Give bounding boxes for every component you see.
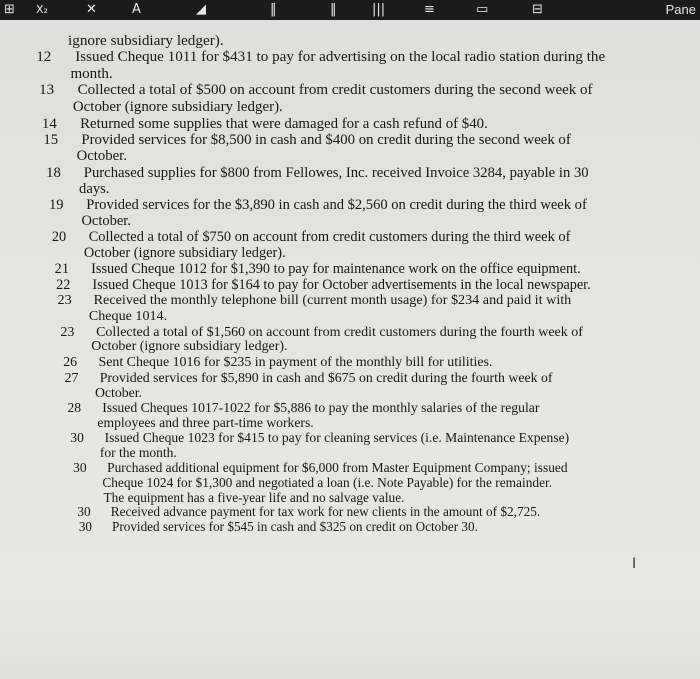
text-cursor-icon: I [632, 556, 637, 572]
font-color-icon[interactable]: A [132, 2, 141, 17]
entry-text: Issued Cheque 1012 for $1,390 to pay for maintenance work on the office equipment. [91, 261, 581, 277]
entry-date: 30 [73, 460, 87, 476]
entry-text: Sent Cheque 1016 for $235 in payment of the monthly bill for utilities. [98, 354, 493, 370]
entry-row [0, 460, 700, 476]
format-icon[interactable]: ⊞ [4, 2, 15, 17]
entry-row [0, 66, 700, 82]
entry-text: for the month. [99, 445, 177, 461]
entry-date: 23 [60, 323, 75, 340]
entry-row [0, 181, 700, 197]
entry-text: Provided services for $545 in cash and $325 on credit on October 30. [112, 518, 478, 534]
entry-text: Provided services for the $3,890 in cash and $2,560 on credit during the third week of [86, 197, 587, 214]
entry-row [0, 82, 700, 98]
align-center-icon[interactable]: ‖ [270, 2, 277, 17]
entry-date: 30 [78, 518, 92, 534]
entry-text: Provided services for $8,500 in cash and $400 on credit during the second week of [81, 132, 571, 148]
entry-text: October. [76, 148, 127, 165]
strikethrough-icon[interactable]: ✕ [86, 2, 97, 17]
entry-text: Cheque 1014. [88, 308, 168, 325]
document-page [0, 20, 700, 679]
entry-text: The equipment has a five-year life and no salvage value. [103, 489, 405, 505]
entry-row [0, 261, 700, 277]
entry-date: 13 [39, 82, 55, 99]
entry-row [0, 99, 700, 115]
entry-date: 22 [56, 276, 71, 293]
entry-date: 21 [54, 261, 69, 277]
entry-text: Issued Cheque 1011 for $431 to pay for advertising on the local radio station during the [75, 48, 606, 65]
entry-row [0, 324, 700, 340]
justify-icon[interactable]: ||| [372, 2, 386, 17]
entry-date: 26 [63, 354, 78, 370]
entry-text: Returned some supplies that were damaged for a cash refund of $40. [80, 115, 488, 132]
entry-row [0, 229, 700, 245]
entry-text: employees and three part-time workers. [97, 415, 314, 431]
entry-row [0, 519, 700, 535]
table-icon[interactable]: ⊟ [532, 2, 543, 17]
entry-text: Collected a total of $750 on account from credit customers during the third week of [88, 229, 571, 246]
entry-row [0, 490, 700, 506]
entry-text: Received advance payment for tax work for new clients in the amount of $2,725. [110, 504, 541, 520]
entry-row [0, 49, 700, 65]
entry-date: 18 [46, 164, 61, 181]
entry-row [0, 430, 700, 446]
entry-row [0, 116, 700, 132]
entry-date: 12 [36, 48, 52, 65]
entry-row [0, 292, 700, 308]
align-right-icon[interactable]: ‖ [330, 2, 337, 17]
entry-text: Purchased supplies for $800 from Fellowes, Inc. received Invoice 3284, payable in 30 [83, 164, 589, 181]
entry-row [0, 245, 700, 261]
entry-row [0, 355, 700, 371]
entry-date: 27 [64, 369, 79, 385]
entry-date: 23 [57, 292, 72, 309]
entry-text: month. [70, 65, 113, 82]
entry-text: Collected a total of $500 on account from credit customers during the second week of [77, 82, 593, 99]
entry-row [0, 308, 700, 324]
entry-text: October (ignore subsidiary ledger). [72, 98, 283, 115]
entry-row [0, 165, 700, 181]
entry-row [0, 415, 700, 431]
entry-row [0, 277, 700, 293]
entry-row [0, 475, 700, 491]
entry-text: October. [81, 213, 131, 230]
list-icon[interactable]: ≡ [424, 2, 435, 17]
entry-text: Issued Cheque 1013 for $164 to pay for October advertisements in the local newspaper. [92, 276, 591, 293]
entry-text: days. [79, 180, 110, 197]
entry-date: 30 [70, 430, 84, 446]
entry-text: Provided services for $5,890 in cash and $675 on credit during the fourth week of [99, 369, 553, 385]
indent-icon[interactable]: ▭ [476, 2, 489, 17]
entry-text: Cheque 1024 for $1,300 and negotiated a loan (i.e. Note Payable) for the remainder. [102, 474, 553, 490]
entry-row [0, 445, 700, 461]
entry-date: 19 [49, 197, 64, 214]
entry-date: 14 [41, 115, 57, 132]
entry-text: October (ignore subsidiary ledger). [91, 339, 288, 355]
entry-row [0, 339, 700, 355]
entry-date: 30 [77, 504, 91, 520]
editor-toolbar [0, 0, 700, 20]
entry-date: 15 [43, 132, 59, 148]
entry-row [0, 213, 700, 229]
entry-row [0, 132, 700, 148]
entry-text: Received the monthly telephone bill (current month usage) for $234 and paid it with [93, 292, 572, 309]
pane-label[interactable]: Pane [665, 2, 696, 17]
entry-text: October. [94, 385, 142, 401]
entry-row [0, 148, 700, 164]
entry-row [0, 32, 700, 48]
entry-row [0, 197, 700, 213]
entry-date: 20 [51, 229, 67, 246]
entry-text: October (ignore subsidiary ledger). [83, 245, 286, 262]
subscript-icon[interactable]: X₂ [36, 3, 48, 16]
entry-text: Purchased additional equipment for $6,000 from Master Equipment Company; issued [107, 460, 568, 476]
entry-row [0, 400, 700, 416]
entry-text: Collected a total of $1,560 on account from credit customers during the fourth week of [96, 323, 583, 340]
entry-row [0, 370, 700, 386]
entry-date: 28 [67, 400, 82, 416]
entry-text: Issued Cheque 1023 for $415 to pay for cleaning services (i.e. Maintenance Expense) [104, 430, 570, 446]
entry-text: Issued Cheques 1017-1022 for $5,886 to pay the monthly salaries of the regular [102, 400, 540, 416]
entry-text: ignore subsidiary ledger). [68, 32, 224, 49]
entry-row [0, 385, 700, 401]
align-left-icon[interactable]: ◢ [196, 2, 206, 17]
